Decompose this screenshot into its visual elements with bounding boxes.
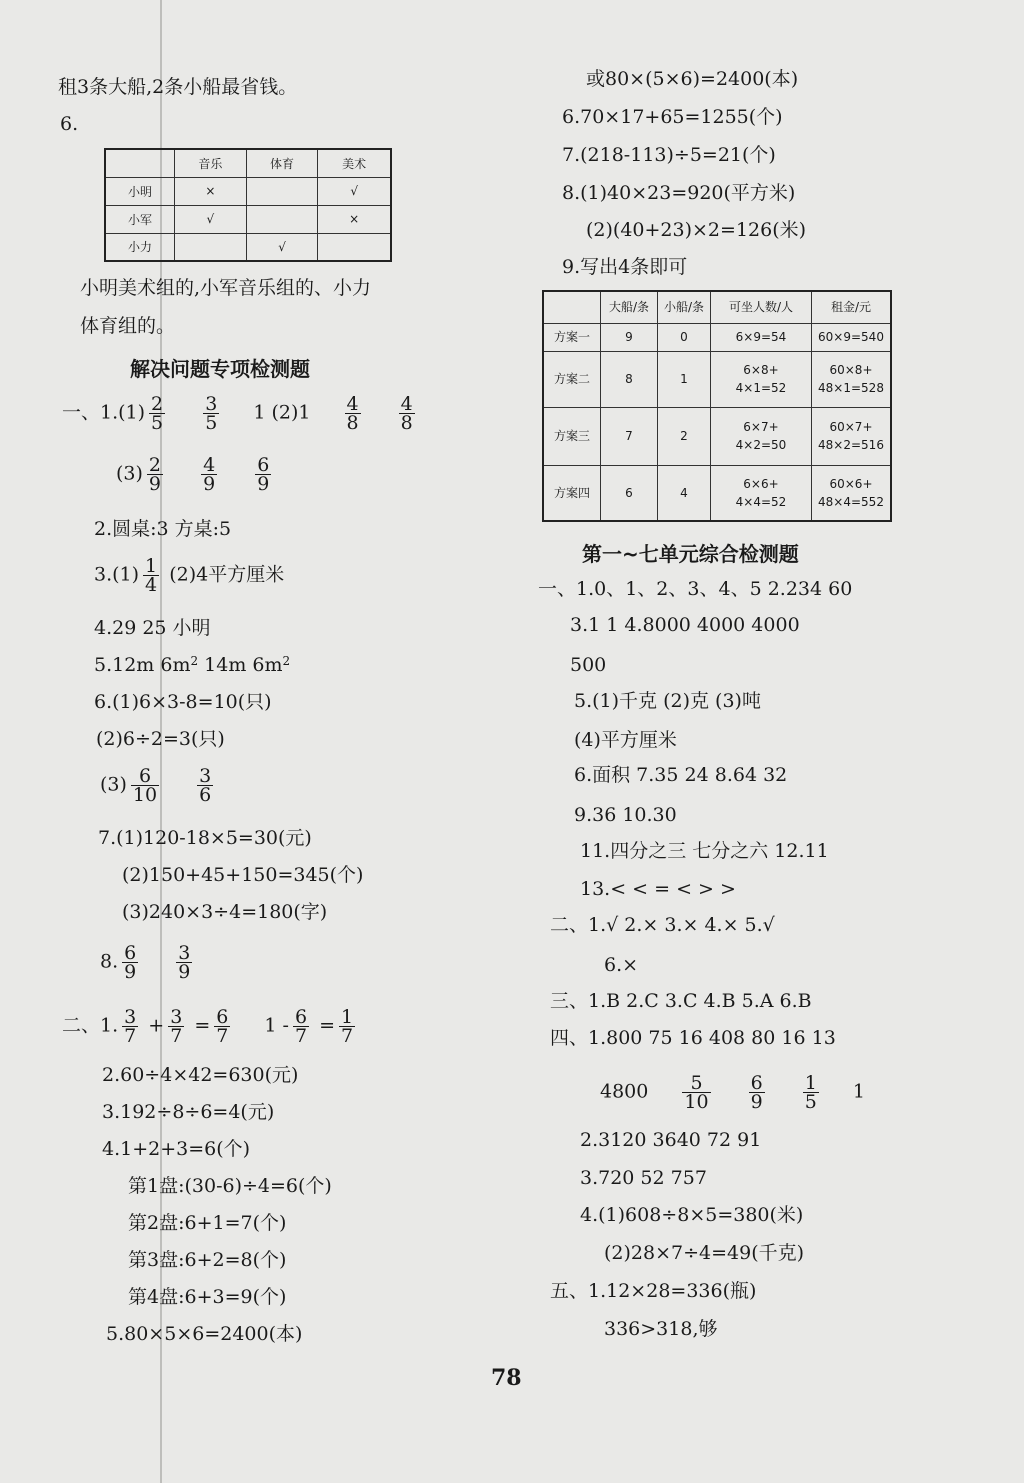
q6-3: (3) $\frac{6}{10}$ $\frac{3}{6}$ — [100, 765, 212, 806]
q2-4a: 第1盘:(30-6)÷4=6(个) — [128, 1175, 332, 1197]
right-line-5: 9.写出4条即可 — [562, 256, 688, 278]
s20: 336>318,够 — [604, 1318, 718, 1340]
fraction: $\frac{3}{5}$ — [205, 393, 218, 434]
section-title-1: 解决问题专项检测题 — [130, 357, 310, 381]
right-line-0: 或80×(5×6)=2400(本) — [586, 68, 799, 90]
fraction: $\frac{3}{9}$ — [178, 942, 191, 983]
fraction: $\frac{6}{9}$ — [750, 1072, 763, 1113]
right-line-1: 6.70×17+65=1255(个) — [562, 106, 783, 128]
fraction: $\frac{2}{5}$ — [151, 393, 164, 434]
right-line-4: (2)(40+23)×2=126(米) — [586, 219, 807, 241]
q2-4b: 第2盘:6+1=7(个) — [128, 1212, 287, 1234]
q1-1b: (3) $\frac{2}{9}$ $\frac{4}{9}$ $\frac{6}{9}$ — [116, 454, 270, 495]
q2-1: 二、1. $\frac{3}{7}$ + $\frac{3}{7}$ = $\frac{6}{7}$ 1 - $\frac{6}{7}$ = $\frac{1}{7}$ — [62, 1006, 354, 1047]
s15: 2.3120 3640 72 91 — [580, 1129, 762, 1151]
s19: 五、1.12×28=336(瓶) — [550, 1280, 757, 1302]
s8: 11.四分之三 七分之六 12.11 — [580, 840, 829, 862]
q8: 8. $\frac{6}{9}$ $\frac{3}{9}$ — [100, 942, 191, 983]
s5: (4)平方厘米 — [574, 729, 677, 751]
fraction: $\frac{3}{7}$ — [124, 1006, 137, 1047]
q2-4c: 第3盘:6+2=8(个) — [128, 1249, 287, 1271]
s18: (2)28×7÷4=49(千克) — [604, 1242, 805, 1264]
fraction: $\frac{1}{7}$ — [341, 1006, 354, 1047]
left-line-2: 小明美术组的,小军音乐组的、小力 — [80, 277, 372, 299]
s12: 三、1.B 2.C 3.C 4.B 5.A 6.B — [550, 990, 812, 1012]
right-line-3: 8.(1)40×23=920(平方米) — [562, 182, 796, 204]
fraction: $\frac{1}{5}$ — [804, 1072, 817, 1113]
fraction: $\frac{6}{9}$ — [124, 942, 137, 983]
fraction: $\frac{6}{7}$ — [294, 1006, 308, 1047]
left-line-3: 体育组的。 — [80, 315, 176, 337]
s1: 一、1.0、1、2、3、4、5 2.234 60 — [538, 578, 853, 600]
page-number: 78 — [491, 1365, 522, 1391]
left-line-0: 租3条大船,2条小船最省钱。 — [58, 76, 298, 98]
s2: 3.1 1 4.8000 4000 4000 — [570, 614, 800, 636]
q2-5: 5.80×5×6=2400(本) — [106, 1323, 303, 1345]
activity-table: 音乐 体育 美术 小明 × √ 小军 √ × 小力 √ — [104, 148, 392, 262]
q1-1a: 一、1.(1) $\frac{2}{5}$ $\frac{3}{5}$ 1 (2)1 $\frac{4}{8}$ $\frac{4}{8}$ — [62, 393, 413, 434]
q2-2: 2.60÷4×42=630(元) — [102, 1064, 299, 1086]
s4: 5.(1)千克 (2)克 (3)吨 — [574, 690, 761, 712]
q4: 4.29 25 小明 — [94, 617, 211, 639]
s9: 13.< < = < > > — [580, 878, 736, 900]
s11: 6.× — [604, 954, 639, 976]
s13: 四、1.800 75 16 408 80 16 13 — [550, 1027, 836, 1049]
right-line-2: 7.(218-113)÷5=21(个) — [562, 144, 776, 166]
s6: 6.面积 7.35 24 8.64 32 — [574, 764, 788, 786]
s10: 二、1.√ 2.× 3.× 4.× 5.√ — [550, 914, 775, 936]
q6-2: (2)6÷2=3(只) — [96, 728, 225, 750]
s17: 4.(1)608÷8×5=380(米) — [580, 1204, 804, 1226]
q2: 2.圆桌:3 方桌:5 — [94, 518, 232, 540]
q5: 5.12m $6m^2$ 14m $6m^2$ — [94, 654, 291, 676]
fraction: $\frac{6}{7}$ — [216, 1006, 229, 1047]
q7-2: (2)150+45+150=345(个) — [122, 864, 364, 886]
q3: 3.(1) $\frac{1}{4}$ (2)4平方厘米 — [94, 555, 285, 596]
q2-4: 4.1+2+3=6(个) — [102, 1138, 251, 1160]
s3: 500 — [570, 654, 607, 676]
q7-1: 7.(1)120-18×5=30(元) — [98, 827, 312, 849]
fraction: $\frac{4}{8}$ — [346, 393, 359, 434]
fraction: $\frac{6}{10}$ — [132, 765, 158, 806]
fraction: $\frac{2}{9}$ — [148, 454, 162, 495]
s7: 9.36 10.30 — [574, 804, 677, 826]
fraction: $\frac{3}{6}$ — [199, 765, 212, 806]
fraction: $\frac{4}{9}$ — [203, 454, 216, 495]
left-line-1: 6. — [60, 113, 79, 135]
q2-4d: 第4盘:6+3=9(个) — [128, 1286, 287, 1308]
fraction: $\frac{3}{7}$ — [170, 1006, 183, 1047]
fraction: $\frac{6}{9}$ — [257, 454, 270, 495]
s14: 4800 $\frac{5}{10}$ $\frac{6}{9}$ $\frac{1}{5}$ 1 — [600, 1072, 866, 1113]
section-title-2: 第一~七单元综合检测题 — [582, 542, 799, 566]
q6-1: 6.(1)6×3-8=10(只) — [94, 691, 272, 713]
s16: 3.720 52 757 — [580, 1167, 707, 1189]
fraction: $\frac{5}{10}$ — [684, 1072, 709, 1113]
fraction: $\frac{1}{4}$ — [145, 555, 158, 596]
q7-3: (3)240×3÷4=180(字) — [122, 901, 328, 923]
fraction: $\frac{4}{8}$ — [400, 393, 413, 434]
boat-plan-table: 大船/条 小船/条 可坐人数/人 租金/元 方案一 9 0 6×9=54 60×9=540 方案二 8 1 6×8+ 4×1=52 60×8+ 48×1=528 方案三 7 2 6×7+ 4×2=50 60×7+ 48×2=516 方案四 6 4 6×6+ 4×4=52 60×6+ 48×4=552 — [542, 290, 892, 522]
q2-3: 3.192÷8÷6=4(元) — [102, 1101, 275, 1123]
